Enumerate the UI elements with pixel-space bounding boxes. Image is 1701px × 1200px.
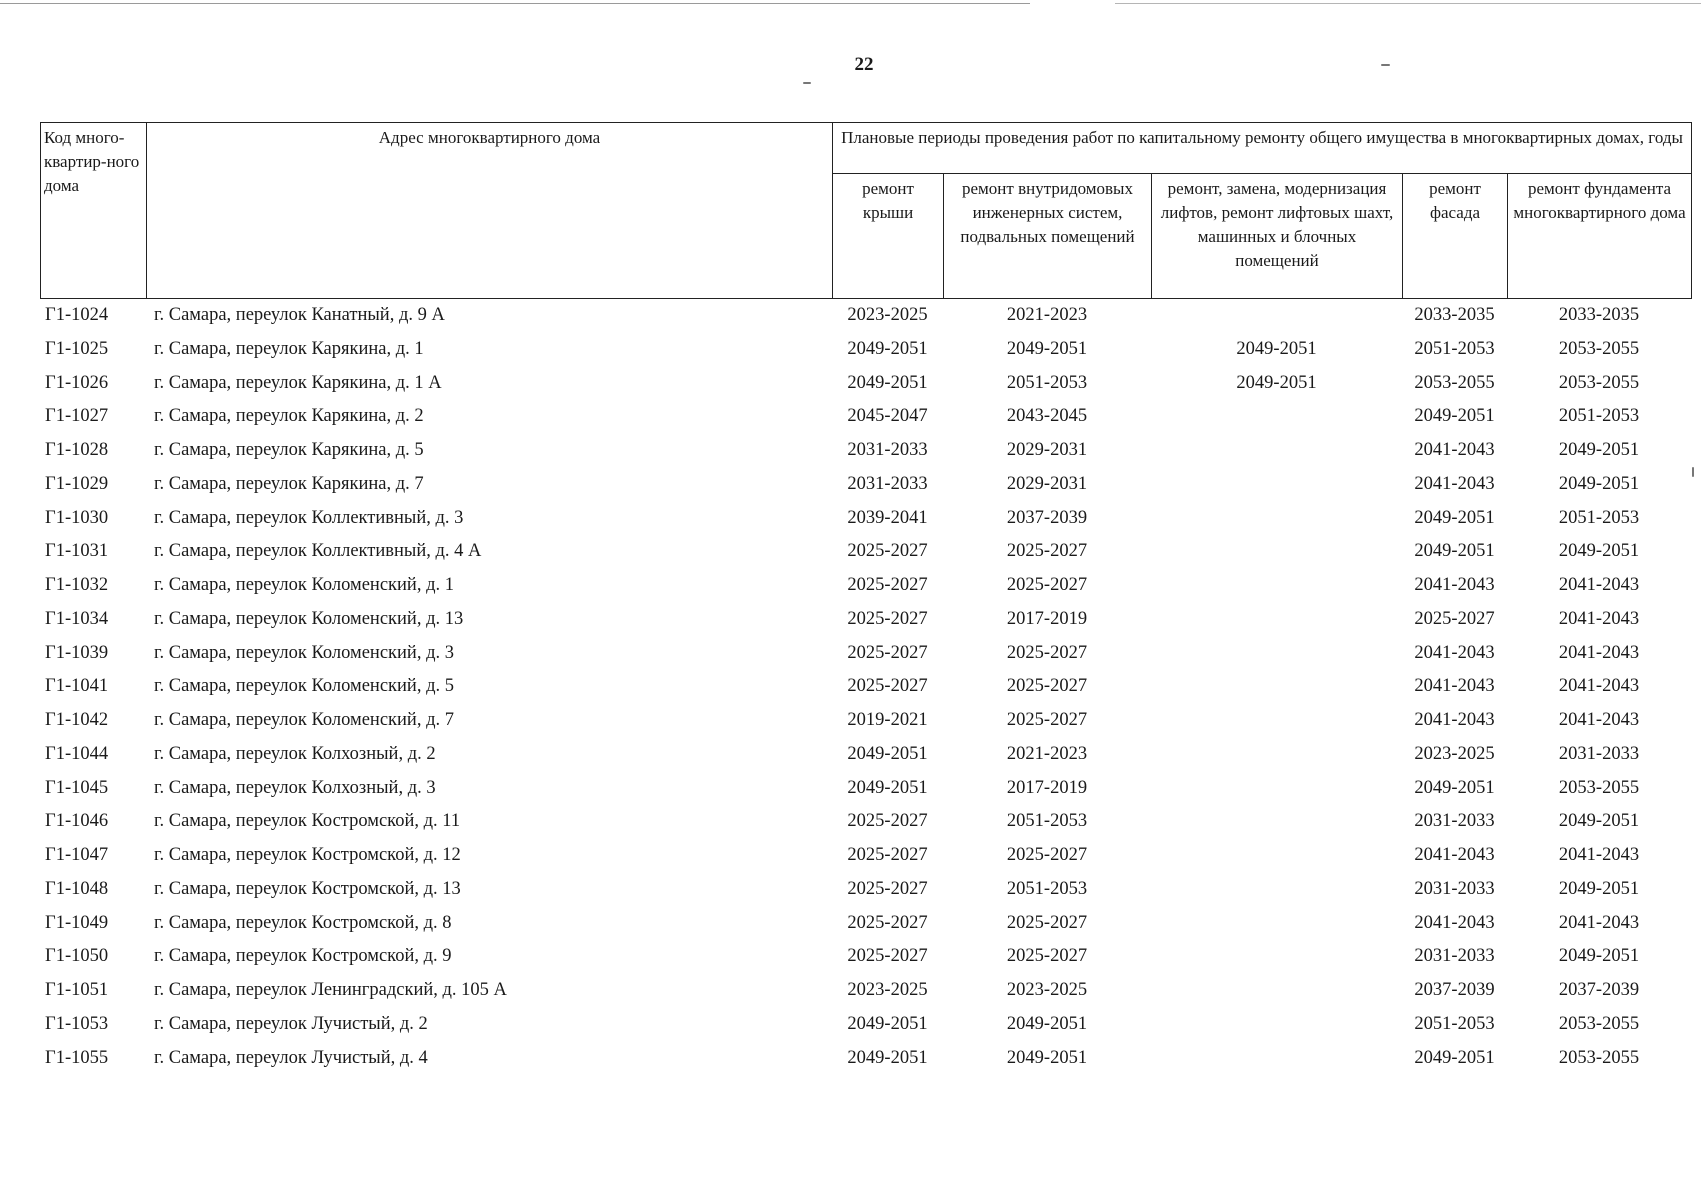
cell-systems: 2049-2051 xyxy=(1006,1047,1088,1068)
scan-border-line xyxy=(1115,3,1701,4)
cell-foundation: 2049-2051 xyxy=(1558,946,1640,967)
cell-lifts xyxy=(1151,642,1402,676)
cell-facade: 2041-2043 xyxy=(1414,642,1495,663)
cell-systems: 2029-2031 xyxy=(1006,440,1088,460)
cell-roof: 2025-2027 xyxy=(847,878,928,899)
cell-facade: 2049-2051 xyxy=(1414,406,1495,427)
cell-systems: 2023-2025 xyxy=(1006,980,1088,1000)
cell-code: Г1-1026 xyxy=(45,372,109,393)
cell-systems: 2017-2019 xyxy=(1006,777,1088,798)
cell-facade: 2041-2043 xyxy=(1414,912,1495,933)
cell-address: г. Самара, переулок Коломенский, д. 13 xyxy=(154,608,464,629)
cell-systems: 2025-2027 xyxy=(1006,946,1088,967)
cell-facade: 2023-2025 xyxy=(1414,743,1495,764)
cell-facade: 2051-2053 xyxy=(1414,338,1495,359)
cell-lifts: 2049-2051 xyxy=(1236,372,1317,393)
cell-lifts xyxy=(1151,979,1402,1013)
table-row xyxy=(40,844,1691,878)
cell-lifts xyxy=(1151,507,1402,541)
cell-code: Г1-1042 xyxy=(45,710,109,730)
cell-foundation: 2041-2043 xyxy=(1558,710,1640,730)
cell-lifts xyxy=(1151,304,1402,338)
cell-foundation: 2053-2055 xyxy=(1558,1013,1640,1034)
cell-code: Г1-1046 xyxy=(45,811,109,832)
cell-roof: 2049-2051 xyxy=(847,372,928,393)
table-row xyxy=(40,777,1691,811)
table-row xyxy=(40,608,1691,642)
cell-roof: 2031-2033 xyxy=(847,440,928,460)
table-row xyxy=(40,304,1691,338)
cell-code: Г1-1031 xyxy=(45,541,109,562)
cell-facade: 2041-2043 xyxy=(1414,676,1495,697)
cell-address: г. Самара, переулок Карякина, д. 7 xyxy=(154,473,424,494)
cell-roof: 2025-2027 xyxy=(847,642,928,663)
table-row xyxy=(40,743,1691,777)
table-row xyxy=(40,1047,1691,1081)
scan-speck xyxy=(803,82,811,84)
cell-code: Г1-1034 xyxy=(45,608,109,629)
cell-code: Г1-1032 xyxy=(45,575,109,595)
cell-foundation: 2053-2055 xyxy=(1558,777,1640,798)
cell-facade: 2041-2043 xyxy=(1414,440,1495,460)
cell-systems: 2051-2053 xyxy=(1006,878,1088,899)
cell-foundation: 2041-2043 xyxy=(1558,575,1640,595)
cell-systems: 2025-2027 xyxy=(1006,541,1088,562)
cell-systems: 2049-2051 xyxy=(1006,1013,1088,1034)
cell-address: г. Самара, переулок Коломенский, д. 7 xyxy=(154,710,454,730)
table-row xyxy=(40,642,1691,676)
cell-address: г. Самара, переулок Коллективный, д. 4 А xyxy=(154,541,482,562)
cell-roof: 2025-2027 xyxy=(847,912,928,933)
cell-systems: 2049-2051 xyxy=(1006,338,1088,359)
cell-code: Г1-1048 xyxy=(45,878,109,899)
cell-code: Г1-1047 xyxy=(45,845,109,865)
cell-address: г. Самара, переулок Костромской, д. 13 xyxy=(154,878,461,899)
cell-facade: 2041-2043 xyxy=(1414,575,1495,595)
table-row xyxy=(40,473,1691,507)
cell-roof: 2049-2051 xyxy=(847,338,928,359)
cell-systems: 2025-2027 xyxy=(1006,575,1088,595)
cell-roof: 2025-2027 xyxy=(847,845,928,865)
cell-facade: 2041-2043 xyxy=(1414,473,1495,494)
header-code: Код много-квартир-ного дома xyxy=(41,123,147,299)
cell-lifts xyxy=(1151,810,1402,844)
cell-foundation: 2041-2043 xyxy=(1558,912,1640,933)
header-roof: ремонт крыши xyxy=(833,174,944,299)
cell-facade: 2049-2051 xyxy=(1414,777,1495,798)
cell-foundation: 2033-2035 xyxy=(1558,305,1640,325)
cell-facade: 2031-2033 xyxy=(1414,946,1495,967)
cell-lifts xyxy=(1151,743,1402,777)
cell-foundation: 2041-2043 xyxy=(1558,608,1640,629)
table-row xyxy=(40,810,1691,844)
cell-lifts: 2049-2051 xyxy=(1236,338,1317,359)
cell-code: Г1-1049 xyxy=(45,912,109,933)
cell-systems: 2051-2053 xyxy=(1006,811,1088,832)
cell-foundation: 2041-2043 xyxy=(1558,845,1640,865)
cell-lifts xyxy=(1151,675,1402,709)
cell-lifts xyxy=(1151,878,1402,912)
cell-foundation: 2053-2055 xyxy=(1558,372,1640,393)
cell-code: Г1-1039 xyxy=(45,642,109,663)
cell-systems: 2051-2053 xyxy=(1006,372,1088,393)
cell-lifts xyxy=(1151,777,1402,811)
cell-address: г. Самара, переулок Коломенский, д. 5 xyxy=(154,676,454,697)
cell-lifts xyxy=(1151,540,1402,574)
table-row xyxy=(40,1013,1691,1047)
cell-lifts xyxy=(1151,608,1402,642)
cell-facade: 2041-2043 xyxy=(1414,845,1495,865)
cell-facade: 2049-2051 xyxy=(1414,507,1495,528)
cell-lifts xyxy=(1151,574,1402,608)
header-systems: ремонт внутридомовых инженерных систем, подвальных помещений xyxy=(944,174,1152,299)
cell-foundation: 2049-2051 xyxy=(1558,541,1640,562)
table-row xyxy=(40,372,1691,406)
cell-address: г. Самара, переулок Карякина, д. 5 xyxy=(154,440,424,460)
cell-roof: 2039-2041 xyxy=(847,507,928,528)
cell-roof: 2025-2027 xyxy=(847,946,928,967)
cell-facade: 2041-2043 xyxy=(1414,710,1495,730)
cell-systems: 2025-2027 xyxy=(1006,676,1088,697)
header-facade: ремонт фасада xyxy=(1403,174,1508,299)
cell-foundation: 2049-2051 xyxy=(1558,473,1640,494)
cell-code: Г1-1055 xyxy=(45,1047,109,1068)
cell-facade: 2053-2055 xyxy=(1414,372,1495,393)
cell-code: Г1-1030 xyxy=(45,507,109,528)
scan-speck xyxy=(1692,467,1694,477)
cell-roof: 2019-2021 xyxy=(847,710,928,730)
cell-address: г. Самара, переулок Карякина, д. 2 xyxy=(154,406,424,427)
cell-systems: 2017-2019 xyxy=(1006,608,1088,629)
cell-address: г. Самара, переулок Ленинградский, д. 105 А xyxy=(154,980,507,1000)
cell-code: Г1-1045 xyxy=(45,777,109,798)
cell-code: Г1-1053 xyxy=(45,1013,109,1034)
table-row xyxy=(40,912,1691,946)
cell-foundation: 2049-2051 xyxy=(1558,440,1640,460)
cell-systems: 2021-2023 xyxy=(1006,305,1088,325)
cell-address: г. Самара, переулок Костромской, д. 9 xyxy=(154,946,452,967)
cell-address: г. Самара, переулок Костромской, д. 11 xyxy=(154,811,461,832)
table-row xyxy=(40,945,1691,979)
cell-address: г. Самара, переулок Коллективный, д. 3 xyxy=(154,507,464,528)
cell-foundation: 2051-2053 xyxy=(1558,406,1640,427)
cell-lifts xyxy=(1151,1013,1402,1047)
header-address: Адрес многоквартирного дома xyxy=(147,123,833,299)
cell-address: г. Самара, переулок Канатный, д. 9 А xyxy=(154,305,445,325)
cell-roof: 2025-2027 xyxy=(847,608,928,629)
cell-facade: 2051-2053 xyxy=(1414,1013,1495,1034)
cell-roof: 2031-2033 xyxy=(847,473,928,494)
cell-address: г. Самара, переулок Коломенский, д. 1 xyxy=(154,575,454,595)
cell-roof: 2025-2027 xyxy=(847,811,928,832)
cell-roof: 2023-2025 xyxy=(847,305,928,325)
cell-facade: 2025-2027 xyxy=(1414,608,1495,629)
cell-lifts xyxy=(1151,912,1402,946)
cell-roof: 2049-2051 xyxy=(847,1013,928,1034)
table-row xyxy=(40,507,1691,541)
cell-roof: 2045-2047 xyxy=(847,406,928,427)
cell-code: Г1-1029 xyxy=(45,473,109,494)
cell-lifts xyxy=(1151,844,1402,878)
cell-foundation: 2049-2051 xyxy=(1558,811,1640,832)
data-table xyxy=(40,304,1691,1080)
cell-facade: 2049-2051 xyxy=(1414,1047,1495,1068)
cell-address: г. Самара, переулок Колхозный, д. 3 xyxy=(154,777,436,798)
cell-roof: 2023-2025 xyxy=(847,980,928,1000)
table-header xyxy=(40,122,1692,299)
cell-facade: 2031-2033 xyxy=(1414,811,1495,832)
table-row xyxy=(40,405,1691,439)
cell-systems: 2025-2027 xyxy=(1006,912,1088,933)
cell-facade: 2037-2039 xyxy=(1414,980,1495,1000)
cell-roof: 2025-2027 xyxy=(847,541,928,562)
cell-address: г. Самара, переулок Карякина, д. 1 xyxy=(154,338,424,359)
scan-border-line xyxy=(0,3,1030,4)
cell-address: г. Самара, переулок Лучистый, д. 2 xyxy=(154,1013,428,1034)
cell-lifts xyxy=(1151,439,1402,473)
cell-systems: 2021-2023 xyxy=(1006,743,1088,764)
cell-foundation: 2051-2053 xyxy=(1558,507,1640,528)
cell-roof: 2049-2051 xyxy=(847,1047,928,1068)
cell-lifts xyxy=(1151,709,1402,743)
table-row xyxy=(40,574,1691,608)
cell-roof: 2049-2051 xyxy=(847,777,928,798)
header-foundation: ремонт фундамента многоквартирного дома xyxy=(1508,174,1692,299)
header-periods: Плановые периоды проведения работ по капитальному ремонту общего имущества в многоквартирных домах, годы xyxy=(833,123,1692,174)
cell-roof: 2049-2051 xyxy=(847,743,928,764)
cell-systems: 2025-2027 xyxy=(1006,642,1088,663)
cell-address: г. Самара, переулок Костромской, д. 12 xyxy=(154,845,461,865)
cell-address: г. Самара, переулок Костромской, д. 8 xyxy=(154,912,452,933)
table-row xyxy=(40,709,1691,743)
cell-code: Г1-1028 xyxy=(45,440,109,460)
cell-roof: 2025-2027 xyxy=(847,575,928,595)
cell-code: Г1-1027 xyxy=(45,406,109,427)
cell-code: Г1-1050 xyxy=(45,946,109,967)
cell-foundation: 2041-2043 xyxy=(1558,676,1640,697)
cell-foundation: 2041-2043 xyxy=(1558,642,1640,663)
cell-systems: 2043-2045 xyxy=(1006,406,1088,427)
cell-lifts xyxy=(1151,405,1402,439)
cell-systems: 2037-2039 xyxy=(1006,507,1088,528)
header-lifts: ремонт, замена, модернизация лифтов, ремонт лифтовых шахт, машинных и блочных помещений xyxy=(1152,174,1403,299)
cell-systems: 2025-2027 xyxy=(1006,710,1088,730)
cell-systems: 2025-2027 xyxy=(1006,845,1088,865)
cell-facade: 2033-2035 xyxy=(1414,305,1495,325)
cell-code: Г1-1044 xyxy=(45,743,109,764)
cell-code: Г1-1025 xyxy=(45,338,109,359)
cell-address: г. Самара, переулок Лучистый, д. 4 xyxy=(154,1047,428,1068)
cell-foundation: 2031-2033 xyxy=(1558,743,1640,764)
table-row xyxy=(40,540,1691,574)
cell-foundation: 2053-2055 xyxy=(1558,338,1640,359)
table-row xyxy=(40,878,1691,912)
cell-address: г. Самара, переулок Коломенский, д. 3 xyxy=(154,642,454,663)
cell-address: г. Самара, переулок Колхозный, д. 2 xyxy=(154,743,436,764)
cell-code: Г1-1051 xyxy=(45,980,109,1000)
cell-facade: 2049-2051 xyxy=(1414,541,1495,562)
cell-foundation: 2053-2055 xyxy=(1558,1047,1640,1068)
cell-code: Г1-1024 xyxy=(45,305,109,325)
table-row xyxy=(40,338,1691,372)
table-row xyxy=(40,979,1691,1013)
cell-lifts xyxy=(1151,1047,1402,1081)
cell-lifts xyxy=(1151,473,1402,507)
cell-foundation: 2037-2039 xyxy=(1558,980,1640,1000)
page-number: 22 xyxy=(854,54,874,75)
cell-systems: 2029-2031 xyxy=(1006,473,1088,494)
cell-roof: 2025-2027 xyxy=(847,676,928,697)
table-row xyxy=(40,439,1691,473)
table-row xyxy=(40,675,1691,709)
cell-foundation: 2049-2051 xyxy=(1558,878,1640,899)
cell-lifts xyxy=(1151,945,1402,979)
scan-speck xyxy=(1381,64,1390,66)
cell-code: Г1-1041 xyxy=(45,676,109,697)
cell-address: г. Самара, переулок Карякина, д. 1 А xyxy=(154,372,442,393)
cell-facade: 2031-2033 xyxy=(1414,878,1495,899)
